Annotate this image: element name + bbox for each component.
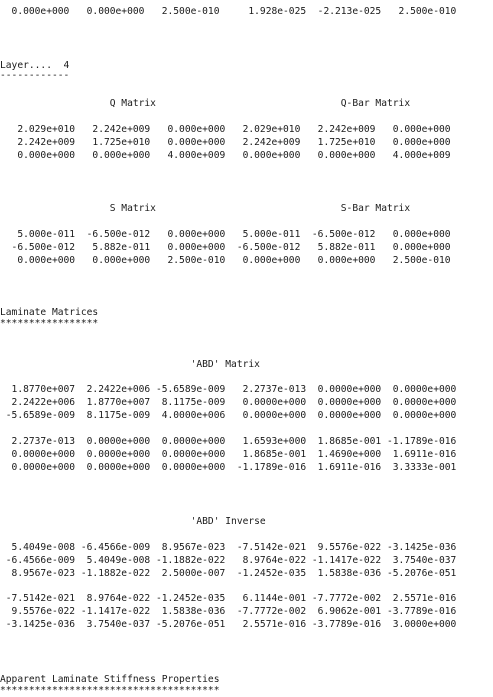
abd-inverse-row-2: -6.4566e-009 5.4049e-008 -1.1882e-022 8.9764e-022 -1.1417e-022 3.7540e-037 bbox=[0, 555, 457, 566]
abd-matrix-row-2: 2.2422e+006 1.8770e+007 8.1175e-009 0.0000e+000 0.0000e+000 0.0000e+000 bbox=[0, 397, 457, 408]
laminate-matrices-underline: ***************** bbox=[0, 318, 99, 329]
abd-inverse-header: 'ABD' Inverse bbox=[0, 516, 266, 527]
layer-heading: Layer.... 4 bbox=[0, 60, 70, 71]
abd-inverse-row-6: -3.1425e-036 3.7540e-037 -5.2076e-051 2.5571e-016 -3.7789e-016 3.0000e+000 bbox=[0, 619, 457, 630]
abd-matrix-row-6: 0.0000e+000 0.0000e+000 0.0000e+000 -1.1789e-016 1.6911e-016 3.3333e-001 bbox=[0, 462, 457, 473]
abd-inverse-row-5: 9.5576e-022 -1.1417e-022 1.5838e-036 -7.7772e-002 6.9062e-001 -3.7789e-016 bbox=[0, 606, 457, 617]
abd-matrix-header: 'ABD' Matrix bbox=[0, 359, 260, 370]
laminate-matrices-heading: Laminate Matrices bbox=[0, 307, 99, 318]
q-matrix-header: Q Matrix Q-Bar Matrix bbox=[0, 98, 411, 109]
abd-matrix-row-5: 0.0000e+000 0.0000e+000 0.0000e+000 1.8685e-001 1.4690e+000 1.6911e-016 bbox=[0, 449, 457, 460]
abd-matrix-row-4: 2.2737e-013 0.0000e+000 0.0000e+000 1.6593e+000 1.8685e-001 -1.1789e-016 bbox=[0, 436, 457, 447]
abd-inverse-row-1: 5.4049e-008 -6.4566e-009 8.9567e-023 -7.5142e-021 9.5576e-022 -3.1425e-036 bbox=[0, 542, 457, 553]
q-matrix-row-1: 2.029e+010 2.242e+009 0.000e+000 2.029e+010 2.242e+009 0.000e+000 bbox=[0, 124, 451, 135]
q-matrix-row-3: 0.000e+000 0.000e+000 4.000e+009 0.000e+000 0.000e+000 4.000e+009 bbox=[0, 150, 451, 161]
s-matrix-row-3: 0.000e+000 0.000e+000 2.500e-010 0.000e+000 0.000e+000 2.500e-010 bbox=[0, 255, 451, 266]
abd-inverse-row-4: -7.5142e-021 8.9764e-022 -1.2452e-035 6.1144e-001 -7.7772e-002 2.5571e-016 bbox=[0, 593, 457, 604]
s-matrix-row-2: -6.500e-012 5.882e-011 0.000e+000 -6.500e-012 5.882e-011 0.000e+000 bbox=[0, 242, 451, 253]
abd-inverse-row-3: 8.9567e-023 -1.1882e-022 2.5000e-007 -1.2452e-035 1.5838e-036 -5.2076e-051 bbox=[0, 568, 457, 579]
layer-underline: ------------ bbox=[0, 70, 70, 81]
s-matrix-row-1: 5.000e-011 -6.500e-012 0.000e+000 5.000e-011 -6.500e-012 0.000e+000 bbox=[0, 229, 451, 240]
s-matrix-header: S Matrix S-Bar Matrix bbox=[0, 203, 411, 214]
apparent-properties-underline: ************************************** bbox=[0, 685, 220, 696]
q-matrix-row-2: 2.242e+009 1.725e+010 0.000e+000 2.242e+009 1.725e+010 0.000e+000 bbox=[0, 137, 451, 148]
layer3-sbar-last-row: 0.000e+000 0.000e+000 2.500e-010 1.928e-025 -2.213e-025 2.500e-010 bbox=[0, 6, 457, 17]
apparent-properties-heading: Apparent Laminate Stiffness Properties bbox=[0, 674, 220, 685]
abd-matrix-row-3: -5.6589e-009 8.1175e-009 4.0000e+006 0.0000e+000 0.0000e+000 0.0000e+000 bbox=[0, 410, 457, 421]
abd-matrix-row-1: 1.8770e+007 2.2422e+006 -5.6589e-009 2.2737e-013 0.0000e+000 0.0000e+000 bbox=[0, 384, 457, 395]
